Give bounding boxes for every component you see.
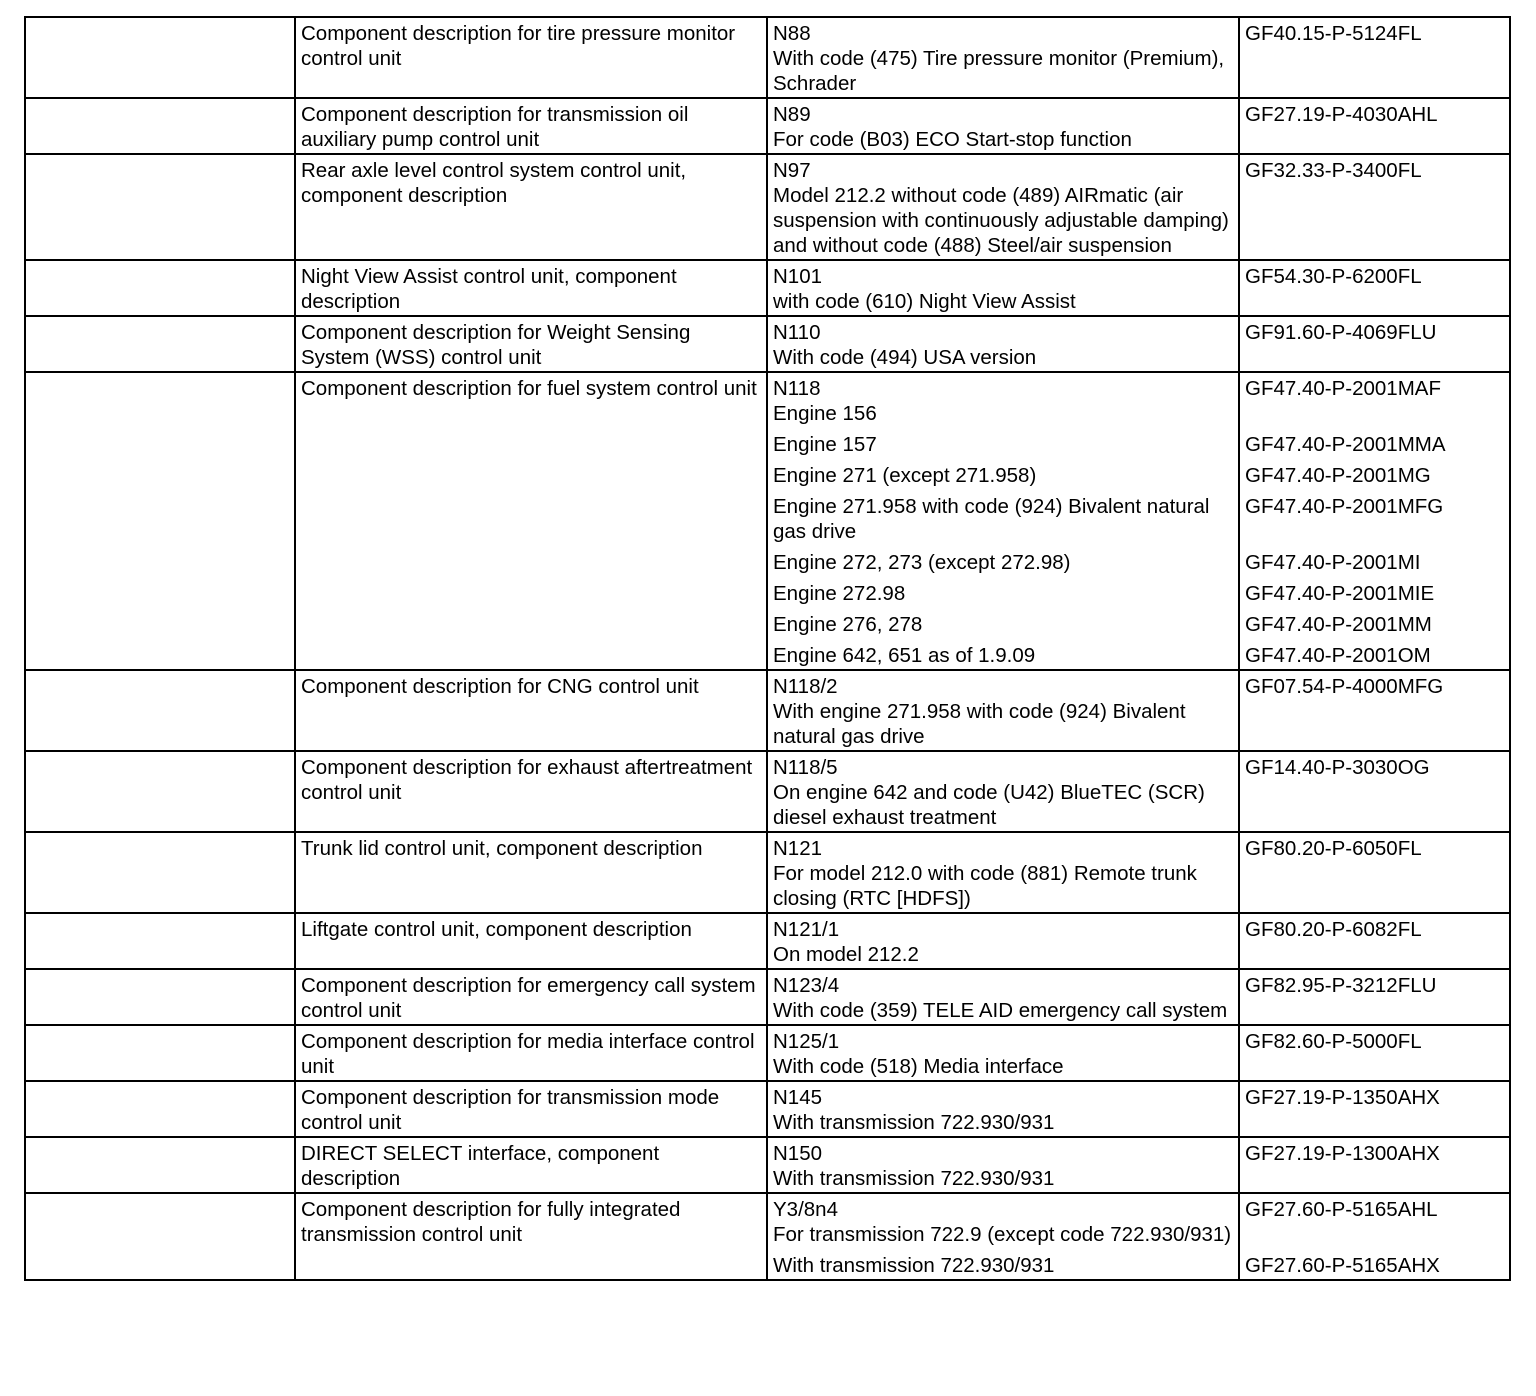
empty-cell (25, 316, 295, 372)
empty-cell (25, 969, 295, 1025)
component-code: N88 (773, 22, 811, 45)
table-row (25, 316, 1510, 372)
component-code: N121/1 (773, 918, 840, 941)
document-reference: GF27.19-P-1300AHX (1245, 1142, 1440, 1165)
empty-cell (25, 751, 295, 832)
component-description: Component description for tire pressure monitor control unit (301, 22, 736, 70)
component-description: Component description for media interface control unit (301, 1030, 755, 1078)
empty-cell (25, 832, 295, 913)
component-table (24, 16, 1511, 1281)
empty-cell (25, 1025, 295, 1081)
document-cell (1239, 1193, 1510, 1280)
condition-text: Engine 272.98 (773, 582, 906, 605)
document-reference: GF47.40-P-2001MI (1245, 551, 1421, 574)
empty-cell (25, 913, 295, 969)
condition-text: Engine 272, 273 (except 272.98) (773, 551, 1071, 574)
condition-text: Engine 157 (773, 433, 877, 456)
component-code: N89 (773, 103, 811, 126)
code-condition-cell (767, 260, 1239, 316)
document-reference: GF27.19-P-4030AHL (1245, 103, 1438, 126)
code-condition-cell (767, 372, 1239, 670)
document-cell (1239, 98, 1510, 154)
document-cell (1239, 832, 1510, 913)
empty-cell (25, 1081, 295, 1137)
description-cell (295, 1193, 767, 1280)
table-row (25, 372, 1510, 670)
document-reference: GF40.15-P-5124FL (1245, 22, 1422, 45)
component-code: N125/1 (773, 1030, 840, 1053)
component-code: N123/4 (773, 974, 840, 997)
table-row (25, 670, 1510, 751)
component-code: N118/5 (773, 756, 838, 779)
table-row (25, 98, 1510, 154)
component-code: Y3/8n4 (773, 1198, 838, 1221)
description-cell (295, 1137, 767, 1193)
description-cell (295, 154, 767, 260)
code-condition-cell (767, 1193, 1239, 1280)
description-cell (295, 17, 767, 98)
condition-text: With engine 271.958 with code (924) Bivalent natural gas drive (773, 700, 1186, 748)
component-description: Component description for emergency call system control unit (301, 974, 756, 1022)
document-reference: GF27.19-P-1350AHX (1245, 1086, 1440, 1109)
component-code: N118/2 (773, 675, 838, 698)
condition-text: With code (359) TELE AID emergency call system (773, 999, 1228, 1022)
condition-text: Engine 642, 651 as of 1.9.09 (773, 644, 1036, 667)
component-description: Component description for transmission mode control unit (301, 1086, 720, 1134)
document-reference: GF80.20-P-6082FL (1245, 918, 1422, 941)
table-row (25, 1137, 1510, 1193)
description-cell (295, 316, 767, 372)
empty-cell (25, 17, 295, 98)
condition-text: With code (494) USA version (773, 346, 1037, 369)
empty-cell (25, 1137, 295, 1193)
table-row (25, 913, 1510, 969)
empty-cell (25, 260, 295, 316)
description-cell (295, 1025, 767, 1081)
condition-text: Engine 276, 278 (773, 613, 923, 636)
table-row (25, 751, 1510, 832)
document-reference: GF47.40-P-2001OM (1245, 644, 1431, 667)
condition-text: Model 212.2 without code (489) AIRmatic (air suspension with continuously adjustable damping) and without code (488) Steel/air suspension (773, 184, 1229, 257)
document-reference: GF07.54-P-4000MFG (1245, 675, 1444, 698)
document-reference: GF91.60-P-4069FLU (1245, 321, 1437, 344)
component-description: Trunk lid control unit, component description (301, 837, 703, 860)
condition-text: Engine 271.958 with code (924) Bivalent natural gas drive (773, 495, 1210, 543)
description-cell (295, 260, 767, 316)
condition-text: with code (610) Night View Assist (773, 290, 1076, 313)
component-description: Component description for CNG control unit (301, 675, 699, 698)
document-cell (1239, 316, 1510, 372)
description-cell (295, 913, 767, 969)
table-body (25, 17, 1510, 1280)
condition-text: With transmission 722.930/931 (773, 1254, 1055, 1277)
empty-cell (25, 372, 295, 670)
code-condition-cell (767, 154, 1239, 260)
code-condition-cell (767, 1025, 1239, 1081)
document-cell (1239, 17, 1510, 98)
condition-text: For transmission 722.9 (except code 722.930/931) (773, 1223, 1232, 1246)
document-reference: GF47.40-P-2001MG (1245, 464, 1431, 487)
document-cell (1239, 969, 1510, 1025)
empty-cell (25, 98, 295, 154)
description-cell (295, 832, 767, 913)
description-cell (295, 98, 767, 154)
condition-text: Engine 156 (773, 402, 877, 425)
code-condition-cell (767, 913, 1239, 969)
document-cell (1239, 1081, 1510, 1137)
document-reference: GF32.33-P-3400FL (1245, 159, 1422, 182)
component-code: N97 (773, 159, 811, 182)
table-row (25, 1193, 1510, 1280)
document-reference: GF82.95-P-3212FLU (1245, 974, 1437, 997)
document-reference: GF47.40-P-2001MAF (1245, 377, 1441, 400)
component-description: DIRECT SELECT interface, component description (301, 1142, 660, 1190)
condition-text: Engine 271 (except 271.958) (773, 464, 1037, 487)
code-condition-cell (767, 98, 1239, 154)
code-condition-cell (767, 316, 1239, 372)
condition-text: For model 212.0 with code (881) Remote trunk closing (RTC [HDFS]) (773, 862, 1197, 910)
table-row (25, 17, 1510, 98)
code-condition-cell (767, 751, 1239, 832)
condition-text: With transmission 722.930/931 (773, 1111, 1055, 1134)
table-row (25, 1081, 1510, 1137)
component-description: Component description for Weight Sensing System (WSS) control unit (301, 321, 691, 369)
condition-text: For code (B03) ECO Start-stop function (773, 128, 1132, 151)
component-description: Component description for exhaust aftertreatment control unit (301, 756, 753, 804)
component-description: Component description for fuel system control unit (301, 377, 757, 400)
empty-cell (25, 154, 295, 260)
condition-text: On engine 642 and code (U42) BlueTEC (SCR) diesel exhaust treatment (773, 781, 1205, 829)
document-reference: GF47.40-P-2001MMA (1245, 433, 1446, 456)
table-row (25, 154, 1510, 260)
document-cell (1239, 751, 1510, 832)
component-description: Component description for fully integrated transmission control unit (301, 1198, 681, 1246)
condition-text: With transmission 722.930/931 (773, 1167, 1055, 1190)
component-code: N145 (773, 1086, 823, 1109)
description-cell (295, 1081, 767, 1137)
document-reference: GF27.60-P-5165AHL (1245, 1198, 1438, 1221)
component-code: N101 (773, 265, 823, 288)
table-row (25, 969, 1510, 1025)
code-condition-cell (767, 1137, 1239, 1193)
component-code: N118 (773, 377, 821, 400)
table-row (25, 832, 1510, 913)
table-row (25, 260, 1510, 316)
condition-text: With code (518) Media interface (773, 1055, 1064, 1078)
description-cell (295, 372, 767, 670)
empty-cell (25, 670, 295, 751)
condition-text: With code (475) Tire pressure monitor (Premium), Schrader (773, 47, 1225, 95)
component-description: Component description for transmission oil auxiliary pump control unit (301, 103, 689, 151)
component-description: Liftgate control unit, component description (301, 918, 692, 941)
code-condition-cell (767, 670, 1239, 751)
condition-text: On model 212.2 (773, 943, 919, 966)
document-cell (1239, 1025, 1510, 1081)
component-code: N150 (773, 1142, 823, 1165)
document-cell (1239, 1137, 1510, 1193)
document-reference: GF54.30-P-6200FL (1245, 265, 1422, 288)
code-condition-cell (767, 1081, 1239, 1137)
component-code: N121 (773, 837, 823, 860)
document-reference: GF82.60-P-5000FL (1245, 1030, 1422, 1053)
document-reference: GF47.40-P-2001MFG (1245, 495, 1444, 518)
code-condition-cell (767, 832, 1239, 913)
document-cell (1239, 372, 1510, 670)
document-reference: GF14.40-P-3030OG (1245, 756, 1430, 779)
document-cell (1239, 260, 1510, 316)
component-description: Night View Assist control unit, component description (301, 265, 677, 313)
description-cell (295, 969, 767, 1025)
document-cell (1239, 670, 1510, 751)
empty-cell (25, 1193, 295, 1280)
code-condition-cell (767, 17, 1239, 98)
document-cell (1239, 913, 1510, 969)
component-description: Rear axle level control system control unit, component description (301, 159, 687, 207)
code-condition-cell (767, 969, 1239, 1025)
document-reference: GF80.20-P-6050FL (1245, 837, 1422, 860)
component-code: N110 (773, 321, 821, 344)
document-reference: GF47.40-P-2001MIE (1245, 582, 1435, 605)
document-cell (1239, 154, 1510, 260)
description-cell (295, 670, 767, 751)
description-cell (295, 751, 767, 832)
document-reference: GF47.40-P-2001MM (1245, 613, 1432, 636)
document-reference: GF27.60-P-5165AHX (1245, 1254, 1440, 1277)
table-row (25, 1025, 1510, 1081)
